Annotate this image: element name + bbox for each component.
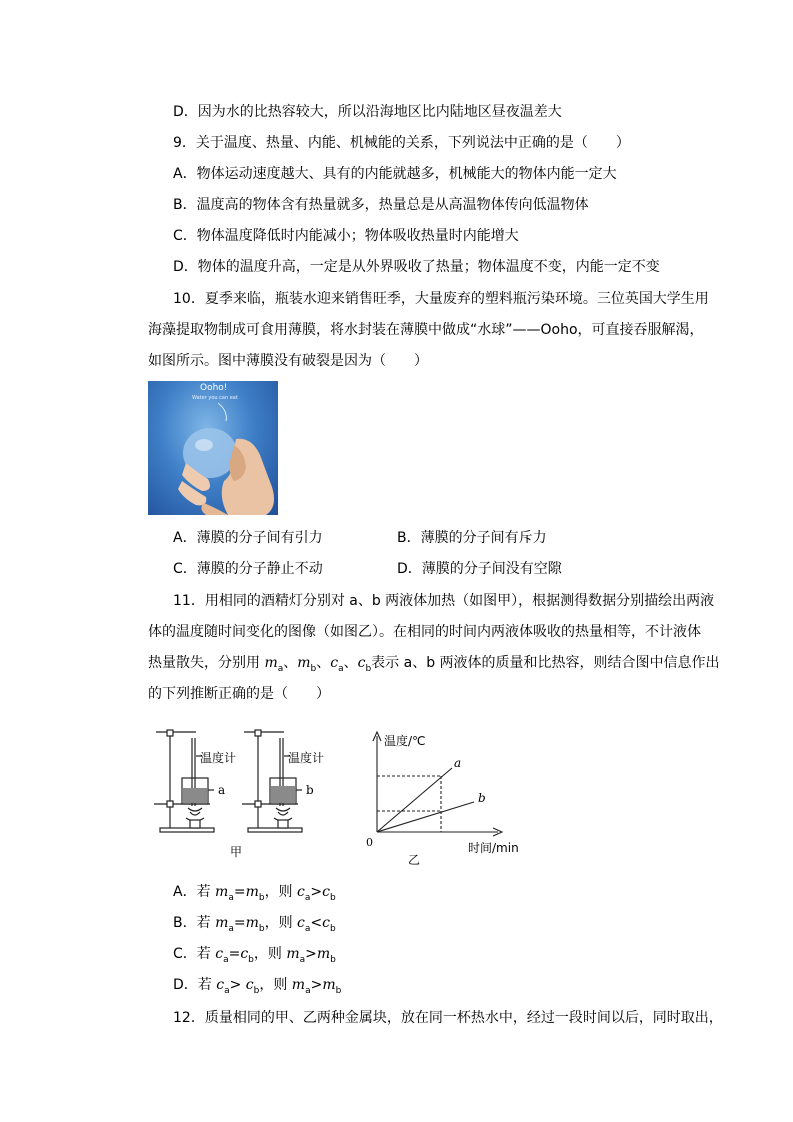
thermometer-label-a: 温度计 — [200, 751, 237, 765]
q8-option-d: D．因为水的比热容较大，所以沿海地区比内陆地区昼夜温差大 — [173, 104, 562, 120]
line-a-label: a — [454, 756, 462, 770]
q9-stem: 9．关于温度、热量、内能、机械能的关系，下列说法中正确的是（ ） — [173, 135, 630, 151]
q10-option-a: A．薄膜的分子间有引力 — [173, 530, 323, 546]
q11-stem-line2: 体的温度随时间变化的图像（如图乙）。在相同的时间内两液体吸收的热量相等，不计液体 — [148, 624, 701, 640]
y-axis-label: 温度/℃ — [384, 734, 426, 748]
q10-option-d: D．薄膜的分子间没有空隙 — [397, 561, 562, 577]
origin-label: 0 — [366, 836, 373, 849]
photo-title: Ooho! — [200, 383, 228, 393]
ooho-photo — [148, 381, 278, 515]
hand-holding-water-ball-illustration — [148, 381, 278, 515]
liquid-label-a: a — [218, 783, 226, 797]
photo-subtitle: Water you can eat — [192, 395, 238, 401]
figure-jia-apparatus — [150, 722, 350, 862]
q9-option-c: C．物体温度降低时内能减小；物体吸收热量时内能增大 — [173, 228, 519, 244]
q11-option-a: A．若 $m_a=m_b$，则 $c_a>c_b$ — [173, 884, 336, 903]
line-b — [377, 802, 474, 832]
q11-stem-line3: 热量散失，分别用 $m_a$、$m_b$、$c_a$、$c_b$表示 a、b 两液体的质量和比热容，则结合图中信息作出 — [148, 655, 720, 674]
q10-option-c: C．薄膜的分子静止不动 — [173, 561, 323, 577]
q9-option-b: B．温度高的物体含有热量就多，热量总是从高温物体传向低温物体 — [173, 197, 589, 213]
q11-option-b: B．若 $m_a=m_b$，则 $c_a<c_b$ — [173, 915, 336, 934]
figure-yi-caption: 乙 — [408, 853, 421, 867]
line-b-label: b — [478, 791, 486, 805]
liquid-label-b: b — [306, 783, 314, 797]
q11-stem-line1: 11．用相同的酒精灯分别对 a、b 两液体加热（如图甲），根据测得数据分别描绘出两液 — [173, 593, 715, 609]
q11-option-d: D．若 $c_a> c_b$，则 $m_a>m_b$ — [173, 977, 342, 996]
q10-stem-line1: 10．夏季来临，瓶装水迎来销售旺季，大量废弃的塑料瓶污染环境。三位英国大学生用 — [173, 291, 709, 307]
q12-stem-line1: 12．质量相同的甲、乙两种金属块，放在同一杯热水中，经过一段时间以后，同时取出， — [173, 1010, 723, 1026]
q11-option-c: C．若 $c_a=c_b$，则 $m_a>m_b$ — [173, 946, 336, 965]
thermometer-label-b: 温度计 — [288, 751, 325, 765]
figure-yi-graph — [362, 728, 532, 870]
q11-stem-line4: 的下列推断正确的是（ ） — [148, 686, 330, 702]
q10-stem-line3: 如图所示。图中薄膜没有破裂是因为（ ） — [148, 353, 428, 369]
x-axis-label: 时间/min — [468, 841, 519, 855]
q9-option-a: A．物体运动速度越大、具有的内能就越多，机械能大的物体内能一定大 — [173, 166, 617, 182]
q10-option-b: B．薄膜的分子间有斥力 — [397, 530, 547, 546]
q10-stem-line2: 海藻提取物制成可食用薄膜，将水封装在薄膜中做成“水球”——Ooho，可直接吞服解渴， — [148, 322, 704, 338]
figure-jia-caption: 甲 — [230, 845, 243, 859]
q9-option-d: D．物体的温度升高，一定是从外界吸收了热量；物体温度不变，内能一定不变 — [173, 259, 660, 275]
